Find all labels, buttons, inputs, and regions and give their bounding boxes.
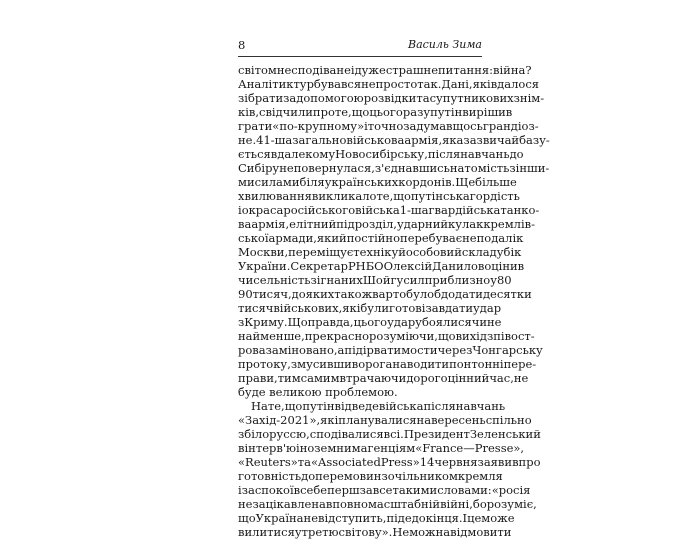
- paragraph: [238, 399, 541, 539]
- text-line: «Захід-2021», які планувалися на вересень спільно: [238, 413, 532, 427]
- text-line: ється в далекому Новосибірську, після навчань до: [238, 147, 524, 161]
- text-line: України. Секретар РНБО Олексій Данилов оцінив: [238, 259, 525, 273]
- text-line: і окраса російського війська 1-ша гвардійська танко-: [238, 203, 540, 217]
- running-head: [238, 38, 482, 56]
- text-line: Сибіру не повернулася, з'єднавшись натомість з інши-: [238, 161, 550, 175]
- text-line: вилитися у третю світову». Не можна відмовити: [238, 525, 512, 539]
- text-line: найменше, прекрасно розуміючи, що вихід з півост-: [238, 329, 535, 343]
- text-line: 90 тисяч, до яких також варто було б додати десятки: [238, 287, 532, 301]
- text-line: прави, тим самим втрачаючи дорогоцінний час, не: [238, 371, 529, 385]
- running-head-author: Василь Зима: [408, 38, 482, 51]
- text-line: буде великою проблемою.: [238, 385, 398, 399]
- text-line: світом несподіване і дуже страшне питання: війна?: [238, 63, 532, 77]
- text-line: чисельність зігнаних Шойгу сил приблизно у 80: [238, 273, 512, 287]
- text-line: хвилювання викликало те, що путінська гордість: [238, 189, 520, 203]
- text-line: зібрати за допомогою розвідки та супутникових знім-: [238, 91, 545, 105]
- text-line: ків, свідчили про те, що цього разу путін вирішив: [238, 105, 513, 119]
- text-line: ської армади, який постійно перебуває неподалік: [238, 231, 524, 245]
- text-line: готовність до перемовин з очільником кремля: [238, 469, 503, 483]
- text-line: «Reuters» та «Associated Press» 14 червня заявив про: [238, 455, 541, 469]
- text-line: Аналітик турбувався не просто так. Дані, які вдалося: [238, 77, 540, 91]
- text-line: з Криму. Щоправда, цього удару боялися чи не: [238, 315, 502, 329]
- text-line: і заспокоїв себе перш за все такими словами: «росія: [238, 483, 531, 497]
- paragraph: [238, 63, 550, 399]
- body-text: [238, 63, 550, 539]
- text-line: з білоруссю, сподівалися всі. Президент Зеленський: [238, 427, 541, 441]
- text-line: ми силами біля українських кордонів. Ще більше: [238, 175, 517, 189]
- text-line: Москви, переміщує техніку й особовий склад у бік: [238, 245, 522, 259]
- text-line: не зацікавлена в повномасштабній війні, бо розуміє,: [238, 497, 537, 511]
- text-line: що Україна не відступить, піде до кінця. І це може: [238, 511, 515, 525]
- text-line: протоку, змусивши ворога наводити понтонні пере-: [238, 357, 537, 371]
- text-line: не. 41-ша загальновійськова армія, яка зазвичай базу-: [238, 133, 550, 147]
- text-line: тисяч військових, які були готові завдати удар: [238, 301, 502, 315]
- page-number: 8: [238, 38, 246, 52]
- text-line: ва армія, елітний підрозділ, ударний кулак кремлів-: [238, 217, 535, 231]
- text-line: грати «по-крупному» і точно задумав щось грандіоз-: [238, 119, 539, 133]
- header-rule: [238, 56, 482, 57]
- text-line: в інтерв'ю іноземним агенціям «France — Presse»,: [238, 441, 525, 455]
- text-line: На те, що путін відведе війська після навчань: [251, 399, 506, 413]
- text-line: рова заміновано, а підірвати мости через Чонгарську: [238, 343, 543, 357]
